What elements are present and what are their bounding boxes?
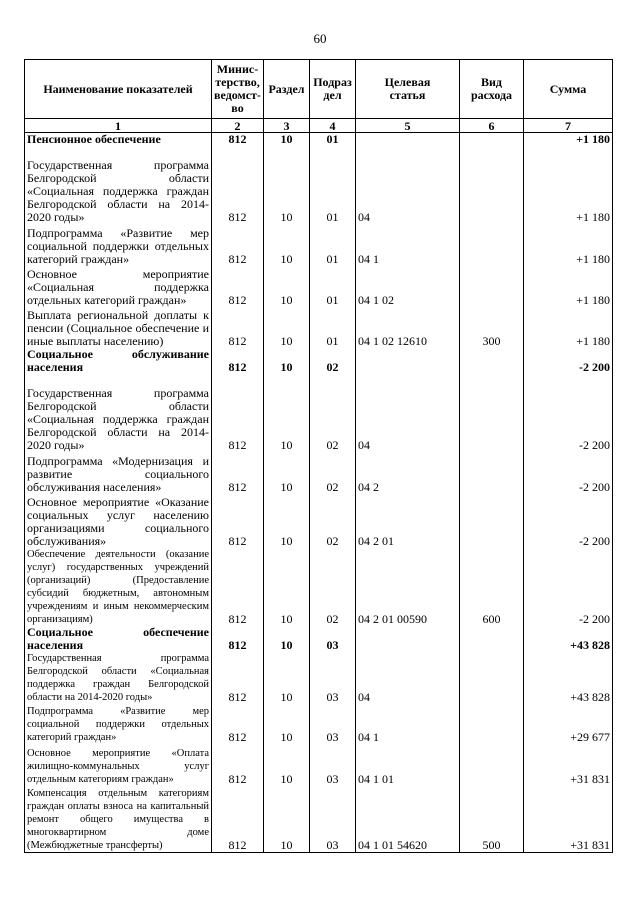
row-section: 10 <box>264 307 310 348</box>
table-row <box>25 146 613 224</box>
row-amount: -2 200 <box>524 374 613 452</box>
row-section: 10 <box>264 548 310 626</box>
row-ministry: 812 <box>212 266 264 307</box>
row-target: 04 2 01 <box>356 494 460 548</box>
row-subsection: 02 <box>310 374 356 452</box>
header-expense-line: Вид <box>481 75 502 89</box>
row-subsection: 03 <box>310 786 356 852</box>
column-number: 1 <box>25 119 212 133</box>
row-subsection: 01 <box>310 224 356 266</box>
row-name: Основное мероприятие «Оплата жилищно-коммунальных услуг отдельным категориям граждан» <box>25 744 212 786</box>
row-name: Компенсация отдельным категориям граждан оплаты взноса на капитальный ремонт общего имущества в многоквартирном доме (Межбюджетные трансферты) <box>25 786 212 852</box>
row-ministry: 812 <box>212 307 264 348</box>
row-name: Государственная программа Белгородской области «Социальная поддержка граждан Белгородской области на 2014-2020 годы» <box>25 146 212 224</box>
row-name: Социальное обеспечение населения <box>25 626 212 652</box>
row-expense <box>460 266 524 307</box>
row-target: 04 1 02 12610 <box>356 307 460 348</box>
header-target-line: статья <box>389 88 426 102</box>
row-section: 10 <box>264 266 310 307</box>
row-amount: +1 180 <box>524 307 613 348</box>
row-ministry: 812 <box>212 348 264 374</box>
header-target-line: Целевая <box>384 75 431 89</box>
row-section: 10 <box>264 133 310 147</box>
row-amount: +43 828 <box>524 652 613 704</box>
row-amount: +1 180 <box>524 133 613 147</box>
header-expense-line: расхода <box>470 88 513 102</box>
row-section: 10 <box>264 652 310 704</box>
row-amount: +1 180 <box>524 224 613 266</box>
header-amount: Сумма <box>524 60 613 119</box>
row-amount: +29 677 <box>524 704 613 744</box>
row-subsection: 02 <box>310 452 356 494</box>
row-subsection: 02 <box>310 348 356 374</box>
row-ministry: 812 <box>212 133 264 147</box>
row-name: Социальное обслуживание населения <box>25 348 212 374</box>
row-name: Подпрограмма «Развитие мер социальной поддержки отдельных категорий граждан» <box>25 224 212 266</box>
row-amount: -2 200 <box>524 548 613 626</box>
column-number: 7 <box>524 119 613 133</box>
table-row <box>25 652 613 704</box>
row-section: 10 <box>264 452 310 494</box>
row-expense <box>460 652 524 704</box>
table-row <box>25 786 613 852</box>
row-expense <box>460 626 524 652</box>
row-subsection: 02 <box>310 494 356 548</box>
table-row <box>25 452 613 494</box>
table-row <box>25 348 613 374</box>
table-row <box>25 744 613 786</box>
row-section: 10 <box>264 224 310 266</box>
row-target: 04 1 <box>356 704 460 744</box>
table-row <box>25 224 613 266</box>
table-row <box>25 307 613 348</box>
header-ministry-line: во <box>231 101 244 115</box>
header-ministry <box>212 60 264 119</box>
row-subsection: 01 <box>310 266 356 307</box>
row-name: Подпрограмма «Развитие мер социальной поддержки отдельных категорий граждан» <box>25 704 212 744</box>
row-expense <box>460 744 524 786</box>
header-section: Раздел <box>264 60 310 119</box>
row-expense: 300 <box>460 307 524 348</box>
row-name: Пенсионное обеспечение <box>25 133 212 147</box>
row-amount: +1 180 <box>524 266 613 307</box>
row-target <box>356 133 460 147</box>
row-ministry: 812 <box>212 494 264 548</box>
row-amount: -2 200 <box>524 494 613 548</box>
row-expense <box>460 146 524 224</box>
row-name: Основное мероприятие «Оказание социальных услуг населению организациями социального обслуживания» <box>25 494 212 548</box>
row-target: 04 1 <box>356 224 460 266</box>
row-subsection: 03 <box>310 704 356 744</box>
row-ministry: 812 <box>212 626 264 652</box>
row-section: 10 <box>264 786 310 852</box>
table-row <box>25 548 613 626</box>
row-ministry: 812 <box>212 744 264 786</box>
row-expense <box>460 133 524 147</box>
row-expense <box>460 494 524 548</box>
row-target: 04 1 01 <box>356 744 460 786</box>
row-expense <box>460 704 524 744</box>
row-subsection: 01 <box>310 307 356 348</box>
row-ministry: 812 <box>212 452 264 494</box>
row-target: 04 1 02 <box>356 266 460 307</box>
row-ministry: 812 <box>212 146 264 224</box>
row-section: 10 <box>264 348 310 374</box>
header-subsection-line: Подраз <box>313 75 352 89</box>
row-subsection: 01 <box>310 146 356 224</box>
row-amount: -2 200 <box>524 452 613 494</box>
row-target <box>356 348 460 374</box>
row-subsection: 03 <box>310 626 356 652</box>
header-ministry-line: Минис- <box>216 62 259 76</box>
row-expense: 500 <box>460 786 524 852</box>
column-number-row <box>25 119 613 133</box>
row-amount: -2 200 <box>524 348 613 374</box>
header-expense <box>460 60 524 119</box>
column-number: 6 <box>460 119 524 133</box>
column-number: 4 <box>310 119 356 133</box>
header-name: Наименование показателей <box>25 60 212 119</box>
row-section: 10 <box>264 744 310 786</box>
row-ministry: 812 <box>212 652 264 704</box>
row-expense <box>460 452 524 494</box>
row-name: Обеспечение деятельности (оказание услуг) государственных учреждений (организаций) (Предоставление субсидий бюджетным, автономным учреждениям и иным некоммерческим организациям) <box>25 548 212 626</box>
table-row <box>25 374 613 452</box>
header-subsection-line: дел <box>323 88 342 102</box>
column-number: 2 <box>212 119 264 133</box>
header-ministry-line: ведомст- <box>214 88 261 102</box>
row-subsection: 01 <box>310 133 356 147</box>
row-ministry: 812 <box>212 704 264 744</box>
row-subsection: 03 <box>310 652 356 704</box>
row-section: 10 <box>264 146 310 224</box>
row-amount: +31 831 <box>524 744 613 786</box>
row-ministry: 812 <box>212 224 264 266</box>
row-target: 04 <box>356 146 460 224</box>
budget-table <box>24 59 613 853</box>
row-section: 10 <box>264 494 310 548</box>
row-target: 04 2 01 00590 <box>356 548 460 626</box>
row-expense <box>460 374 524 452</box>
row-amount: +31 831 <box>524 786 613 852</box>
row-name: Основное мероприятие «Социальная поддержка отдельных категорий граждан» <box>25 266 212 307</box>
row-name: Государственная программа Белгородской области «Социальная поддержка граждан Белгородской области на 2014-2020 годы» <box>25 652 212 704</box>
page-number: 60 <box>313 31 327 46</box>
row-expense <box>460 348 524 374</box>
header-target <box>356 60 460 119</box>
column-number: 3 <box>264 119 310 133</box>
row-section: 10 <box>264 626 310 652</box>
row-target: 04 2 <box>356 452 460 494</box>
row-target: 04 <box>356 374 460 452</box>
table-row <box>25 494 613 548</box>
row-section: 10 <box>264 374 310 452</box>
table-row <box>25 626 613 652</box>
row-ministry: 812 <box>212 786 264 852</box>
table-row <box>25 266 613 307</box>
row-amount: +1 180 <box>524 146 613 224</box>
row-ministry: 812 <box>212 548 264 626</box>
column-number: 5 <box>356 119 460 133</box>
row-expense: 600 <box>460 548 524 626</box>
row-amount: +43 828 <box>524 626 613 652</box>
row-ministry: 812 <box>212 374 264 452</box>
row-name: Выплата региональной доплаты к пенсии (Социальное обеспечение и иные выплаты населению) <box>25 307 212 348</box>
header-ministry-line: терство, <box>215 75 260 89</box>
row-subsection: 03 <box>310 744 356 786</box>
row-name: Подпрограмма «Модернизация и развитие социального обслуживания населения» <box>25 452 212 494</box>
row-expense <box>460 224 524 266</box>
row-target <box>356 626 460 652</box>
row-target: 04 1 01 54620 <box>356 786 460 852</box>
header-subsection <box>310 60 356 119</box>
header-row <box>25 60 613 119</box>
row-subsection: 02 <box>310 548 356 626</box>
row-name: Государственная программа Белгородской области «Социальная поддержка граждан Белгородской области на 2014-2020 годы» <box>25 374 212 452</box>
table-row <box>25 704 613 744</box>
table-row <box>25 133 613 147</box>
row-target: 04 <box>356 652 460 704</box>
row-section: 10 <box>264 704 310 744</box>
